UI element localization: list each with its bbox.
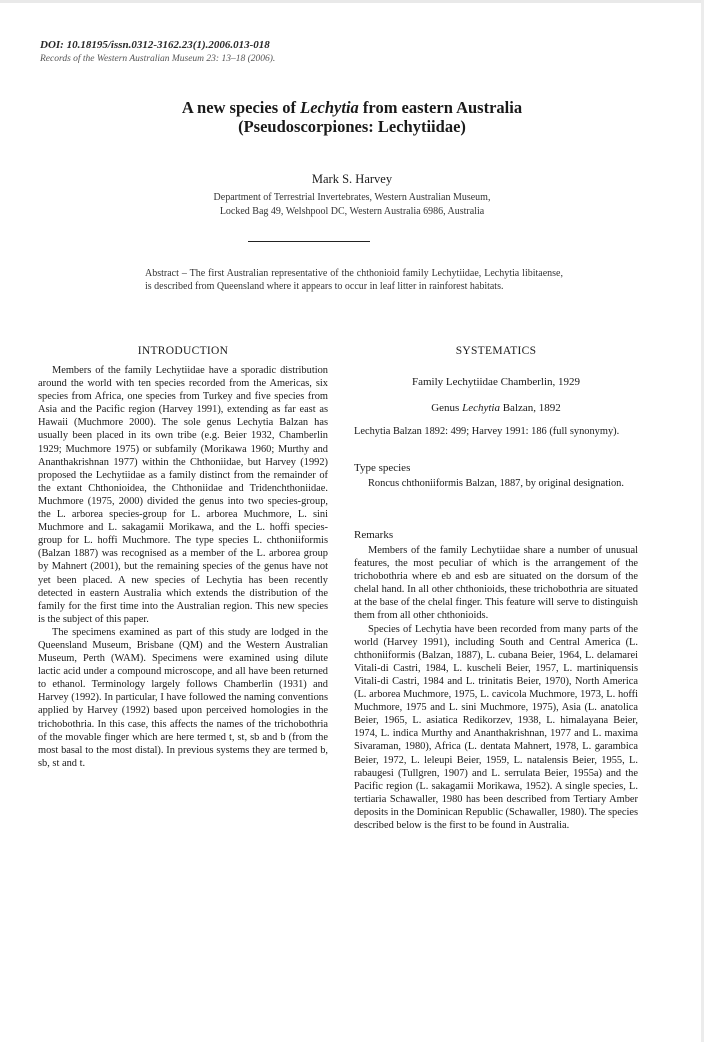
- title-part: from eastern Australia: [358, 98, 523, 117]
- paragraph: Members of the family Lechytiidae share a number of unusual features, the most peculiar of which is the arrangement of the trichobothria where eb and esb are situated on the dorsum of the chelal hand. In all other chthonioids, these trichobothria are situated at the base of the chelal finger. This feature will serve to distinguish them from all other chthonioids.: [354, 545, 638, 622]
- title-subtitle: (Pseudoscorpiones: Lechytiidae): [238, 117, 466, 136]
- abstract: [145, 267, 563, 293]
- doi-line: DOI: 10.18195/issn.0312-3162.23(1).2006.013-018: [40, 39, 270, 51]
- paragraph: Roncus chthoniiformis Balzan, 1887, by original designation.: [368, 478, 624, 489]
- title-part: A new species of: [181, 98, 301, 117]
- paragraph: Members of the family Lechytiidae have a sporadic distribution around the world with ten species recorded from the Americas, six species from Africa, one species from Turkey and five species from Asia and the Pacific region (Harvey 1991), extending as far east as Hawaii (Muchmore 2000). The sole genus Lechytia Balzan has usually been placed in its own tribe (e.g. Beier 1932, Chamberlin 1929; Muchmore 1975) or subfamily (Morikawa 1960; Murthy and Ananthakrishnan 1977) within the Chthoniidae, but Harvey (1992) proposed the Lechytiidae as a family distinct from the remainder of the extant Chthonioidea, the Chthoniidae and Tridenchthoniidae. Muchmore (1975, 2000) divided the genus into two species-group, the L. arborea species-group for L. arborea Muchmore, L. sini Muchmore and L. sakagamii Morikawa, and the L. hoffi species-group for L. hoffi Muchmore. The type species L. chthoniiformis (Balzan 1887) was recognised as a member of the L. arborea group by Mahnert (2001), but the remaining species of the genus have not yet been placed. A new species of Lechytia has been recently detected in eastern Australia which extends the distribution of the family for the first time into the Australian region. This new species is the subject of this paper.: [38, 365, 328, 625]
- genus-part: Balzan, 1892: [499, 402, 561, 414]
- paragraph: Species of Lechytia have been recorded from many parts of the world (Harvey 1991), including South and Central America (L. chthoniiformis (Balzan, 1887), L. cubana Beier, 1964, L. delamarei Vitali-di Castri, 1984, L. kuscheli Beier, 1957, L. martiniquensis Vitali-di Castri, 1984 and L. trinitatis Beier, 1970), North America (L. arborea Muchmore, 1975, L. cavicola Muchmore, 1973, L. hoffi Muchmore, 1975 and L. sini Muchmore, 1975), Asia (L. anatolica Beier, 1965, L. asiatica Redikorzev, 1938, L. himalayana Beier, 1974, L. indica Murthy and Ananthakrishnan, 1977 and L. maxima Sivaraman, 1980), Africa (L. dentata Mahnert, 1978, L. garambica Beier, 1972, L. leleupi Beier, 1959, L. natalensis Beier, 1955, L. rabaugesi (Tullgren, 1907) and L. serrulata Beier, 1955a) and the Pacific region (L. sakagamii Morikawa, 1952). A single species, L. tertiaria Schawaller, 1980 has been described from Tertiary Amber deposits in the Dominican Republic (Schawaller, 1980). The species described below is the first to be found in Australia.: [354, 623, 638, 831]
- type-species-heading: Type species: [354, 462, 411, 474]
- affiliation-line: Department of Terrestrial Invertebrates, Western Australian Museum,: [213, 192, 491, 203]
- abstract-text: – The first Australian representative of the chthonioid family Lechytiidae, Lechytia libitaense, is described from Queensland where it appears to occur in leaf litter in rainforest habitats.: [145, 268, 563, 292]
- divider-rule: [248, 241, 370, 242]
- introduction-body: [38, 364, 328, 770]
- title-genus: Lechytia: [300, 98, 359, 117]
- genus-heading: [354, 402, 638, 414]
- introduction-heading: INTRODUCTION: [137, 345, 229, 357]
- affiliation: [40, 191, 664, 218]
- genus-name: Lechytia: [462, 402, 500, 414]
- journal-citation: Records of the Western Australian Museum 23: 13–18 (2006).: [40, 54, 276, 64]
- remarks-body: [354, 544, 638, 832]
- type-species-body: [354, 477, 638, 490]
- page-edge: [0, 0, 704, 3]
- systematics-heading: SYSTEMATICS: [455, 345, 537, 357]
- article-title: [40, 98, 664, 136]
- family-heading: Family Lechytiidae Chamberlin, 1929: [411, 376, 581, 388]
- genus-synonymy: Lechytia Balzan 1892: 499; Harvey 1991: 186 (full synonymy).: [354, 426, 620, 437]
- genus-part: Genus: [431, 402, 463, 414]
- remarks-heading: Remarks: [354, 529, 394, 541]
- abstract-label: Abstract: [145, 268, 179, 279]
- author-name: Mark S. Harvey: [311, 172, 393, 186]
- affiliation-line: Locked Bag 49, Welshpool DC, Western Australia 6986, Australia: [219, 205, 485, 217]
- paragraph: The specimens examined as part of this study are lodged in the Queensland Museum, Brisbane (QM) and the Western Australian Museum, Perth (WAM). Specimens were examined using dilute lactic acid under a compound microscope, and all have been returned to ethanol. Terminology largely follows Chamberlin (1931) and Harvey (1992). In particular, I have followed the naming conventions applied by Harvey (1992) based upon perceived homologies in the trichobothria. In this case, this affects the names of the trichobothria of the movable finger which are here termed t, st, sb and b (from the most basal to the most distal). In previous systems they are termed b, sb, st and t.: [38, 626, 328, 769]
